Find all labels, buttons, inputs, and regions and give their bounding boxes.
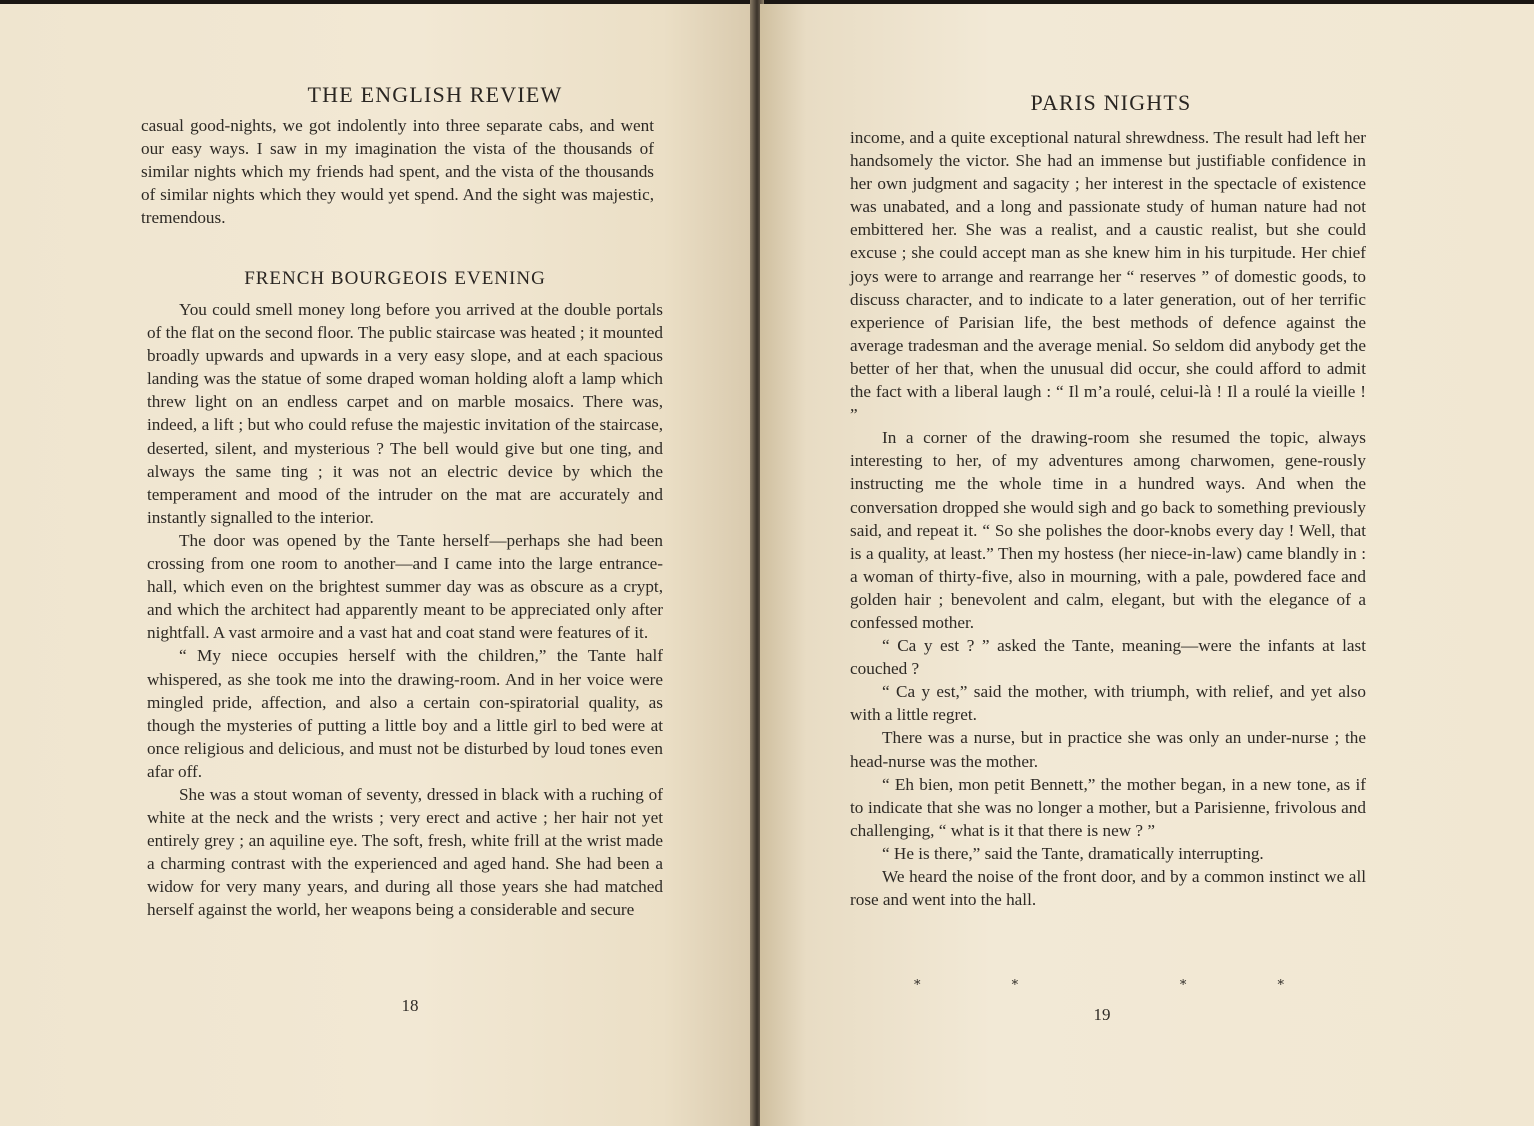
paragraph: “ He is there,” said the Tante, dramatically interrupting. [882,843,1264,863]
left-body-text [147,298,663,922]
asterisk: * [914,978,921,993]
paragraph: The door was opened by the Tante herself—perhaps she had been crossing from one room to another—and I came into the large entrance-hall, which even on the brightest summer day was as obscure as a crypt, and which the architect had apparently meant to be appreciated only after nightfall. A vast armoire and a vast hat and coat stand were features of it. [147,530,663,643]
paragraph: There was a nurse, but in practice she was only an under-nurse ; the head-nurse was the mother. [850,728,1366,771]
left-continuation-text [141,114,654,229]
paragraph: “ Eh bien, mon petit Bennett,” the mother began, in a new tone, as if to indicate that she was no longer a mother, but a Parisienne, frivolous and challenging, “ what is it that there is new ? ” [850,774,1366,840]
paragraph: “ Ca y est ? ” asked the Tante, meaning—were the infants at last couched ? [850,636,1366,679]
paragraph: “ My niece occupies herself with the children,” the Tante half whispered, as she took me into the drawing-room. And in her voice were mingled pride, affection, and also a certain con-spiratorial quality, as though the mysteries of putting a little boy and a little girl to bed were at once religious and delicious, and must not be disturbed by loud tones even afar off. [147,646,663,781]
asterisk: * [1179,978,1187,993]
continuation-paragraph: casual good-nights, we got indolently into three separate cabs, and went our easy ways. I saw in my imagination the vista of the thousands of similar nights which my friends had spent, and the vista of the thousands of similar nights which they would yet spend. And the sight was majestic, tremendous. [141,116,654,228]
right-body-text [850,126,1366,911]
paragraph: We heard the noise of the front door, and by a common instinct we all rose and went into the hall. [850,867,1366,910]
paragraph: In a corner of the drawing-room she resumed the topic, always interesting to her, of my adventures among charwomen, gene-rously instructing me the whole time in a hundred ways. And when the conversation dropped she would sigh and go back to something previously said, and repeat it. “ So she polishes the door-knobs every day ! Well, that is a quality, at least.” Then my hostess (her niece-in-law) came blandly in : a woman of thirty-five, also in mourning, with a pale, powdered face and golden hair ; benevolent and calm, elegant, but with the elegance of a confessed mother. [850,428,1366,632]
paragraph: You could smell money long before you arrived at the double portals of the flat on the second floor. The public staircase was heated ; it mounted broadly upwards and upwards in a very easy slope, and at each spacious landing was the statue of some draped woman holding aloft a lamp which threw light on an endless carpet and on marble mosaics. There was, indeed, a lift ; but who could refuse the majestic invitation of the staircase, deserted, silent, and mysterious ? The bell would give but one ting, and always the same ting ; it was not an electric device by which the temperament and mood of the intruder on the mat are accurately and instantly signalled to the interior. [147,300,663,527]
paragraph: income, and a quite exceptional natural shrewdness. The result had left her handsomely the victor. She had an immense but justifiable confidence in her own judgment and sagacity ; her interest in the spectacle of existence was unabated, and a long and passionate study of human nature had not embittered her. She was a realist, and a caustic realist, but she could excuse ; she could accept man as she knew him in his turpitude. Her chief joys were to arrange and rearrange her “ reserves ” of domestic goods, to discuss character, and to indicate to a later generation, out of her terrific experience of Parisian life, the best methods of defence against the average tradesman and the average menial. So seldom did anybody get the better of her that, when the unusual did occur, she could afford to admit the fact with a liberal laugh : “ Il m’a roulé, celui-là ! Il a roulé la vieille ! ” [850,128,1366,425]
asterisk: * [1011,978,1019,993]
right-page-number: 19 [1093,1005,1111,1024]
section-title: FRENCH BOURGEOIS EVENING [244,268,546,289]
left-running-head: THE ENGLISH REVIEW [307,82,563,107]
paragraph: She was a stout woman of seventy, dressed in black with a ruching of white at the neck and the wrists ; very erect and active ; her hair not yet entirely grey ; an aquiline eye. The soft, fresh, white frill at the wrist made a charming contrast with the experienced and aged hand. She had been a widow for very many years, and during all those years she had matched herself against the world, her weapons being a considerable and secure [147,784,663,920]
section-break-asterisks [848,978,1340,993]
right-running-head: PARIS NIGHTS [1030,90,1192,115]
left-page-number: 18 [401,996,419,1015]
right-page [760,4,1534,1126]
asterisk: * [1277,978,1284,993]
left-page [0,4,754,1126]
paragraph: “ Ca y est,” said the mother, with triumph, with relief, and yet also with a little regret. [850,682,1366,725]
